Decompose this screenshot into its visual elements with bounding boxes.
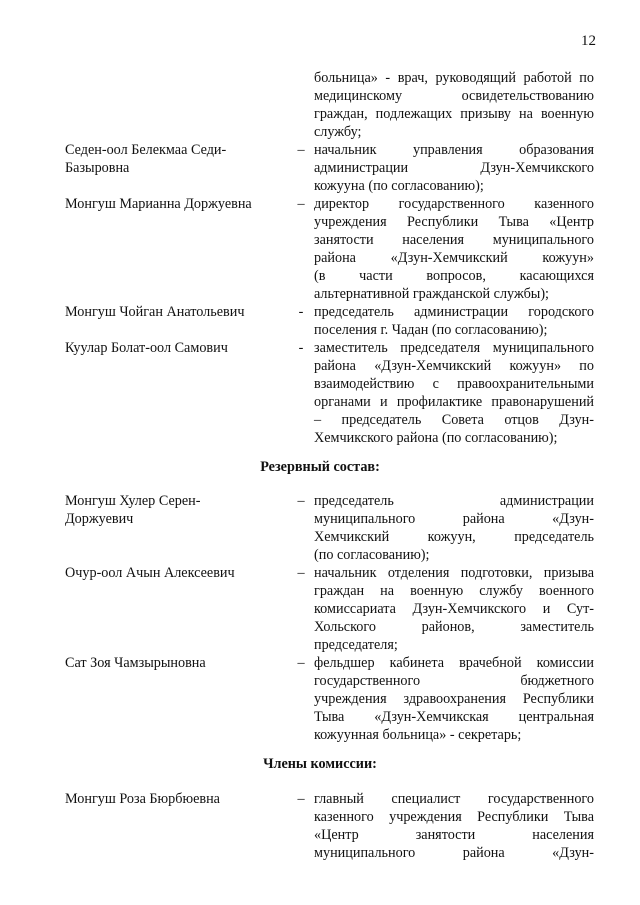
member-name: Монгуш Хулер Серен-: [65, 493, 201, 509]
member-role: района «Дзун-Хемчикский кожуун» по: [314, 358, 594, 374]
entry-dash: -: [298, 340, 304, 356]
entry-dash: –: [297, 493, 305, 509]
member-role: (по согласованию);: [314, 547, 430, 563]
member-name: Очур-оол Ачын Алексеевич: [65, 565, 235, 581]
member-role: учреждения здравоохранения Республики: [314, 691, 594, 707]
member-role: казенного учреждения Республики Тыва: [314, 809, 594, 825]
member-name: Доржуевич: [65, 511, 134, 527]
member-role: фельдшер кабинета врачебной комиссии: [314, 655, 594, 671]
member-role: Хемчикский кожуун, председатель: [314, 529, 594, 545]
member-role: председатель администрации: [314, 493, 594, 509]
page-number: 12: [581, 33, 596, 49]
entry-dash: –: [297, 142, 305, 158]
member-role: муниципального района «Дзун-: [314, 845, 594, 861]
member-role: учреждения Республики Тыва «Центр: [314, 214, 594, 230]
member-role: альтернативной гражданской службы);: [314, 286, 549, 302]
section-heading-members: Члены комиссии:: [263, 756, 377, 772]
continuation-line: больница» - врач, руководящий работой по: [314, 70, 594, 86]
member-role: государственного бюджетного: [314, 673, 594, 689]
member-role: органами и профилактике правонарушений: [314, 394, 594, 410]
entry-dash: –: [297, 565, 305, 581]
continuation-line: граждан, подлежащих призыву на военную: [314, 106, 594, 122]
member-role: администрации Дзун-Хемчикского: [314, 160, 594, 176]
member-name: Седен-оол Белекмаа Седи-: [65, 142, 227, 158]
member-name: Монгуш Роза Бюрбюевна: [65, 791, 220, 807]
member-name: Куулар Болат-оол Самович: [65, 340, 228, 356]
entry-dash: –: [297, 196, 305, 212]
member-role: Тыва «Дзун-Хемчикская центральная: [314, 709, 594, 725]
member-name: Монгуш Чойган Анатольевич: [65, 304, 245, 320]
member-role: (в части вопросов, касающихся: [314, 268, 594, 284]
member-role: поселения г. Чадан (по согласованию);: [314, 322, 548, 338]
member-role: Хемчикского района (по согласованию);: [314, 430, 558, 446]
entry-dash: -: [298, 304, 304, 320]
member-role: граждан на военную службу военного: [314, 583, 594, 599]
member-role: главный специалист государственного: [314, 791, 594, 807]
member-role: района «Дзун-Хемчикский кожуун»: [314, 250, 594, 266]
member-role: комиссариата Дзун-Хемчикского и Сут-: [314, 601, 594, 617]
member-role: муниципального района «Дзун-: [314, 511, 594, 527]
member-role: директор государственного казенного: [314, 196, 594, 212]
member-name: Сат Зоя Чамзырыновна: [65, 655, 206, 671]
member-role: заместитель председателя муниципального: [314, 340, 594, 356]
continuation-line: медицинскому освидетельствованию: [314, 88, 594, 104]
member-role: председатель администрации городского: [314, 304, 594, 320]
member-role: кожууна (по согласованию);: [314, 178, 484, 194]
member-role: начальник отделения подготовки, призыва: [314, 565, 594, 581]
member-role: кожуунная больница» - секретарь;: [314, 727, 522, 743]
section-heading-reserve: Резервный состав:: [260, 459, 380, 475]
member-role: – председатель Совета отцов Дзун-: [314, 412, 594, 428]
member-name: Базыровна: [65, 160, 130, 176]
member-role: занятости населения муниципального: [314, 232, 594, 248]
member-role: «Центр занятости населения: [314, 827, 594, 843]
member-role: взаимодействию с правоохранительными: [314, 376, 594, 392]
member-role: начальник управления образования: [314, 142, 594, 158]
entry-dash: –: [297, 791, 305, 807]
entry-dash: –: [297, 655, 305, 671]
continuation-line: службу;: [314, 124, 362, 140]
member-role: Хольского районов, заместитель: [314, 619, 594, 635]
member-role: председателя;: [314, 637, 398, 653]
member-name: Монгуш Марианна Доржуевна: [65, 196, 252, 212]
